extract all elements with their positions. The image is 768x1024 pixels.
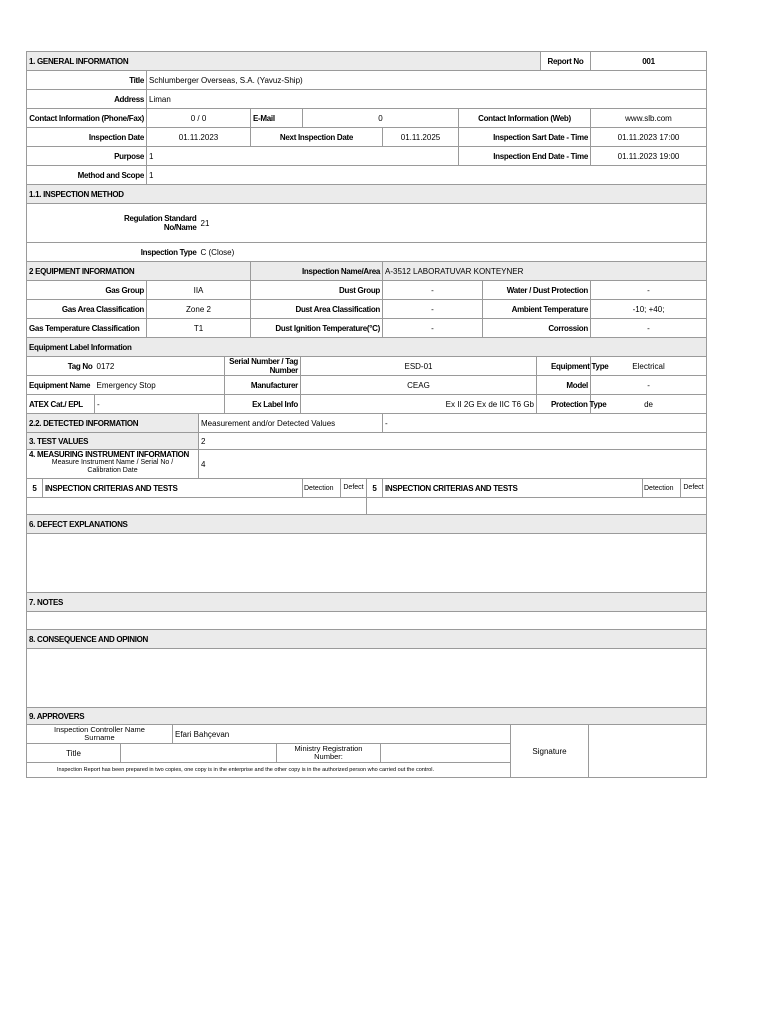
inspection-area-value: A-3512 LABORATUVAR KONTEYNER [383,262,707,281]
gas-group-value: IIA [147,281,251,300]
dust-area-label: Dust Area Classification [251,300,383,319]
inspection-date-value: 01.11.2023 [147,128,251,147]
consequence-area [27,649,707,708]
equipment-name-label: Equipment Name [27,376,95,395]
criteria-table [26,478,707,515]
report-no-value: 001 [591,52,707,71]
water-dust-protection-value: - [591,281,707,300]
tag-no-label: Tag No [27,357,95,376]
protection-type-value: de [591,395,707,414]
inspection-start-value: 01.11.2023 17:00 [591,128,707,147]
section-equipment-heading: 2 EQUIPMENT INFORMATION [27,262,251,281]
inspection-date-label: Inspection Date [27,128,147,147]
tag-no-value: 0172 [95,357,225,376]
detection-label-left: Detection [303,479,341,498]
inspection-end-value: 01.11.2023 19:00 [591,147,707,166]
signature-label: Signature [511,725,589,778]
equipment-name-value: Emergency Stop [95,376,225,395]
dust-ignition-value: - [383,319,483,338]
section-detected-heading: 2.2. DETECTED INFORMATION [27,414,199,433]
report-no-label: Report No [541,52,591,71]
controller-value: Efari Bahçevan [173,725,511,744]
criteria-number-right: 5 [367,479,383,498]
section-approvers-heading: 9. APPROVERS [27,708,707,725]
gas-temperature-value: T1 [147,319,251,338]
manufacturer-value: CEAG [301,376,537,395]
model-label: Model [537,376,591,395]
remarks-table [26,514,707,708]
atex-label: ATEX Cat./ EPL [27,395,95,414]
defects-area [27,534,707,593]
serial-number-label: Serial Number / Tag Number [225,357,301,376]
email-label: E-Mail [251,109,303,128]
purpose-value: 1 [147,147,459,166]
manufacturer-label: Manufacturer [225,376,301,395]
water-dust-protection-label: Water / Dust Protection [483,281,591,300]
gas-area-value: Zone 2 [147,300,251,319]
address-label: Address [27,90,147,109]
criteria-row-left [27,498,367,515]
controller-label: Inspection Controller Name Surname [27,725,173,744]
method-scope-label: Method and Scope [27,166,147,185]
approver-title-label: Title [27,744,121,763]
inspection-report [26,51,706,778]
gas-area-label: Gas Area Classification [27,300,147,319]
ministry-value [381,744,511,763]
section-instrument-heading: 4. MEASURING INSTRUMENT INFORMATION [29,450,190,459]
title-label: Title [27,71,147,90]
inspection-start-label: Inspection Sart Date - Time [459,128,591,147]
criteria-heading-right: INSPECTION CRITERIAS AND TESTS [383,479,643,498]
regulation-value: 21 [199,204,707,243]
section-general-heading: 1. GENERAL INFORMATION [27,52,541,71]
ambient-temperature-value: -10; +40; [591,300,707,319]
equipment-type-label: Equipment Type [537,357,591,376]
measurement-value: - [383,414,707,433]
purpose-label: Purpose [27,147,147,166]
ex-label-info-value: Ex II 2G Ex de IIC T6 Gb [301,395,537,414]
general-information-table [26,51,707,185]
gas-temperature-label: Gas Temperature Classification [27,319,147,338]
detected-info-table [26,413,707,479]
dust-group-label: Dust Group [251,281,383,300]
inspection-type-value: C (Close) [199,243,707,262]
approver-title-value [121,744,277,763]
test-values-value: 2 [199,433,707,450]
equipment-label-table [26,337,707,414]
dust-area-value: - [383,300,483,319]
instrument-cell [27,450,199,479]
criteria-number-left: 5 [27,479,43,498]
equipment-label-heading: Equipment Label Information [27,338,707,357]
ambient-temperature-label: Ambient Temperature [483,300,591,319]
corrosion-value: - [591,319,707,338]
notes-area [27,612,707,630]
email-value: 0 [303,109,459,128]
contact-phone-label: Contact Information (Phone/Fax) [27,109,147,128]
section-notes-heading: 7. NOTES [27,593,707,612]
defect-label-right: Defect [681,479,707,498]
signature-box [589,725,707,778]
dust-group-value: - [383,281,483,300]
next-inspection-date-label: Next Inspection Date [251,128,383,147]
next-inspection-date-value: 01.11.2025 [383,128,459,147]
inspection-area-label: Inspection Name/Area [251,262,383,281]
title-value: Schlumberger Overseas, S.A. (Yavuz-Ship) [147,71,707,90]
approvers-table [26,707,707,778]
protection-type-label: Protection Type [537,395,591,414]
measurement-label: Measurement and/or Detected Values [199,414,383,433]
instrument-value: 4 [199,450,707,479]
section-consequence-heading: 8. CONSEQUENCE AND OPINION [27,630,707,649]
section-defects-heading: 6. DEFECT EXPLANATIONS [27,515,707,534]
address-value: Liman [147,90,707,109]
atex-value: - [95,395,225,414]
report-footer-note: Inspection Report has been prepared in two copies, one copy is in the enterprise and the other copy is in the authorized person who carried out the control. [27,763,511,778]
equipment-info-table [26,261,707,338]
method-scope-value: 1 [147,166,707,185]
contact-web-value: www.slb.com [591,109,707,128]
instrument-sub-label: Measure Instrument Name / Serial No / Calibration Date [51,459,174,474]
ministry-label: Ministry Registration Number: [277,744,381,763]
inspection-method-table [26,184,707,262]
inspection-type-label: Inspection Type [27,243,199,262]
ex-label-info-label: Ex Label Info [225,395,301,414]
section-method-heading: 1.1. INSPECTION METHOD [27,185,707,204]
model-value: - [591,376,707,395]
dust-ignition-label: Dust Ignition Temperature(°C) [251,319,383,338]
inspection-end-label: Inspection End Date - Time [459,147,591,166]
criteria-row-right [367,498,707,515]
criteria-heading-left: INSPECTION CRITERIAS AND TESTS [43,479,303,498]
defect-label-left: Defect [341,479,367,498]
gas-group-label: Gas Group [27,281,147,300]
equipment-type-value: Electrical [591,357,707,376]
section-test-values-heading: 3. TEST VALUES [27,433,199,450]
regulation-label: Regulation Standard No/Name [27,204,199,243]
detection-label-right: Detection [643,479,681,498]
contact-phone-value: 0 / 0 [147,109,251,128]
corrosion-label: Corrossion [483,319,591,338]
contact-web-label: Contact Information (Web) [459,109,591,128]
serial-number-value: ESD-01 [301,357,537,376]
